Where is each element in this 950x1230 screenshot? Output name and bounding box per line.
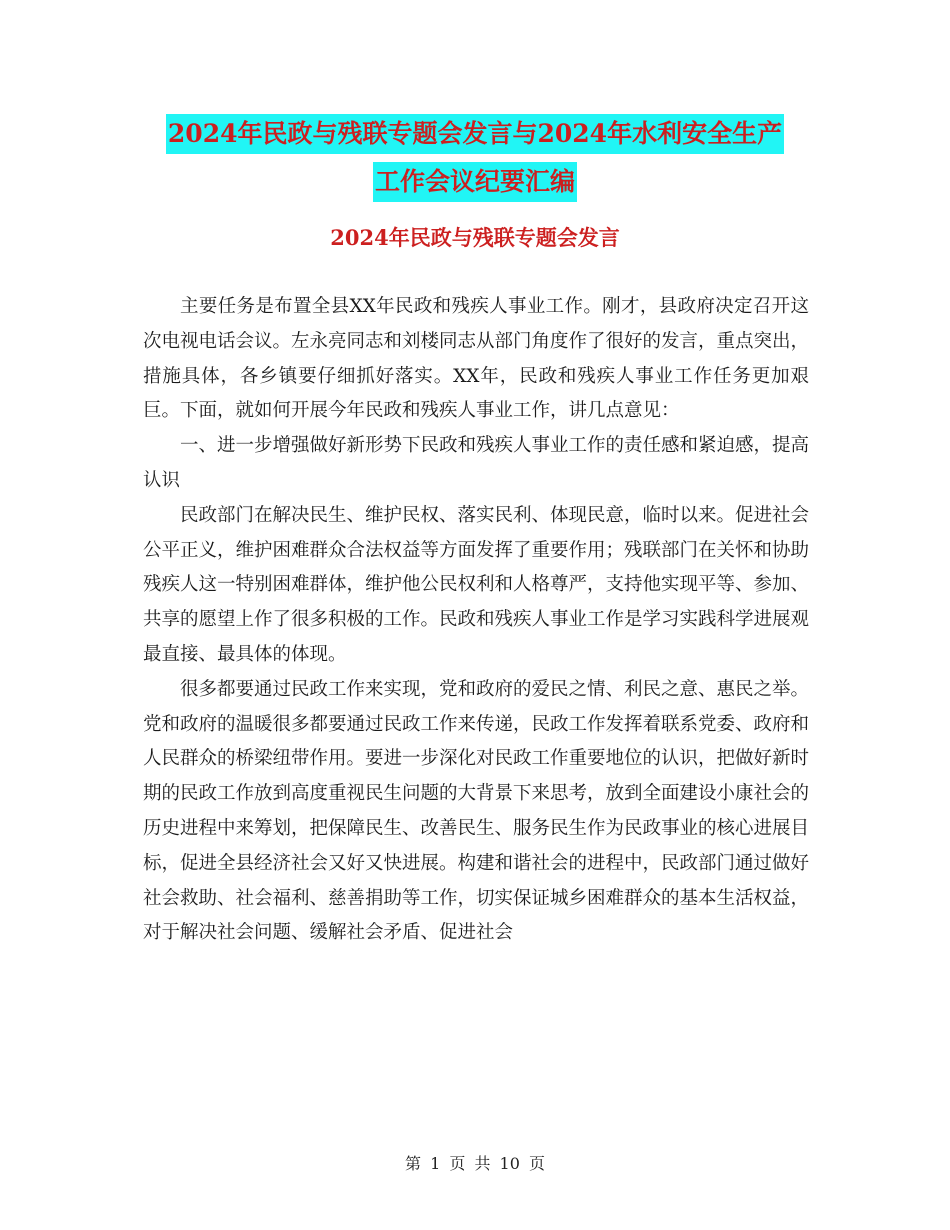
section-title: 2024年民政与残联专题会发言	[330, 225, 620, 250]
paragraph: 很多都要通过民政工作来实现，党和政府的爱民之情、利民之意、惠民之举。党和政府的温暖很多都要通过民政工作来传递，民政工作发挥着联系党委、政府和人民群众的桥梁纽带作用。要进一步深化对民政工作重要地位的认识，把做好新时期的民政工作放到高度重视民生问题的大背景下来思考，放到全面建设小康社会的历史进程中来筹划，把保障民生、改善民生、服务民生作为民政事业的核心进展目标，促进全县经济社会又好又快进展。构建和谐社会的进程中，民政部门通过做好社会救助、社会福利、慈善捐助等工作，切实保证城乡困难群众的基本生活权益，对于解决社会问题、缓解社会矛盾、促进社会	[143, 678, 810, 944]
document-title	[0, 110, 950, 206]
paragraph: 民政部门在解决民生、维护民权、落实民利、体现民意，临时以来。促进社会公平正义，维护困难群众合法权益等方面发挥了重要作用；残联部门在关怀和协助残疾人这一特别困难群体，维护他公民权利和人格尊严，支持他实现平等、参加、共享的愿望上作了很多积极的工作。民政和残疾人事业工作是学习实践科学进展观最直接、最具体的体现。	[143, 504, 810, 665]
paragraph: 一、进一步增强做好新形势下民政和残疾人事业工作的责任感和紧迫感，提高认识	[143, 435, 810, 491]
document-title-line-2: 工作会议纪要汇编	[373, 162, 577, 202]
document-title-line-1: 2024年民政与残联专题会发言与2024年水利安全生产	[166, 114, 784, 154]
paragraph: 主要任务是布置全县XX年民政和残疾人事业工作。刚才，县政府决定召开这次电视电话会议。左永亮同志和刘楼同志从部门角度作了很好的发言，重点突出，措施具体，各乡镇要仔细抓好落实。XX年，民政和残疾人事业工作任务更加艰巨。下面，就如何开展今年民政和残疾人事业工作，讲几点意见：	[143, 296, 810, 422]
document-body	[143, 290, 809, 951]
page-footer: 第 1 页 共 10 页	[405, 1154, 545, 1173]
